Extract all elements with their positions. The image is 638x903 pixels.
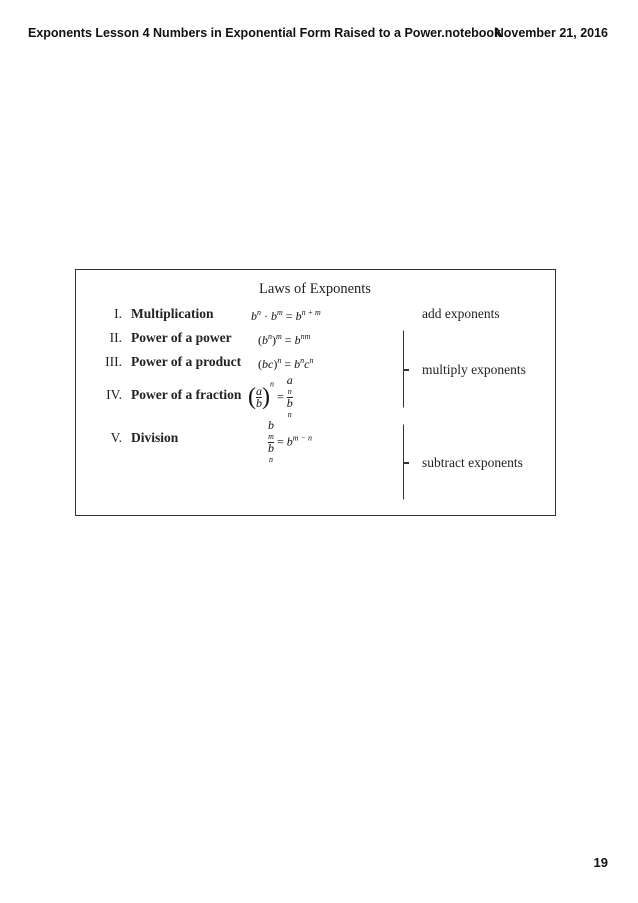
document-title: Exponents Lesson 4 Numbers in Exponential Form Raised to a Power.notebook [28,26,502,40]
figure-title: Laws of Exponents [259,281,371,297]
law-name: Power of a power [131,330,232,345]
formula-multiplication: $b^n \cdot b^m = b^{n + m}$ [251,308,321,323]
law-numeral: IV. [106,387,122,402]
law-name: Power of a product [131,354,242,369]
note-subtract-exponents: subtract exponents [422,455,523,470]
law-name: Division [131,430,179,445]
note-add-exponents: add exponents [422,306,500,321]
formula-division: b m b n = $b^{m - n}$ [268,418,312,464]
formula-power-of-power: $(b^n)^m = b^{nm}$ [258,332,311,347]
formula-power-of-fraction: ( $\frac{a}{b}$ )$^n$ = a n b n [248,373,293,419]
page-number: 19 [593,855,608,870]
note-multiply-exponents: multiply exponents [422,362,526,377]
formula-power-of-product: $(bc)^n = b^nc^n$ [258,356,314,371]
law-numeral: II. [109,330,122,345]
brace-multiply [403,330,412,408]
law-name: Power of a fraction [131,387,242,402]
brace-subtract [403,424,412,500]
laws-of-exponents-figure [75,269,556,516]
law-name: Multiplication [131,306,214,321]
law-numeral: III. [105,354,122,369]
law-numeral: V. [110,430,122,445]
law-numeral: I. [114,306,122,321]
document-date: November 21, 2016 [494,26,608,40]
